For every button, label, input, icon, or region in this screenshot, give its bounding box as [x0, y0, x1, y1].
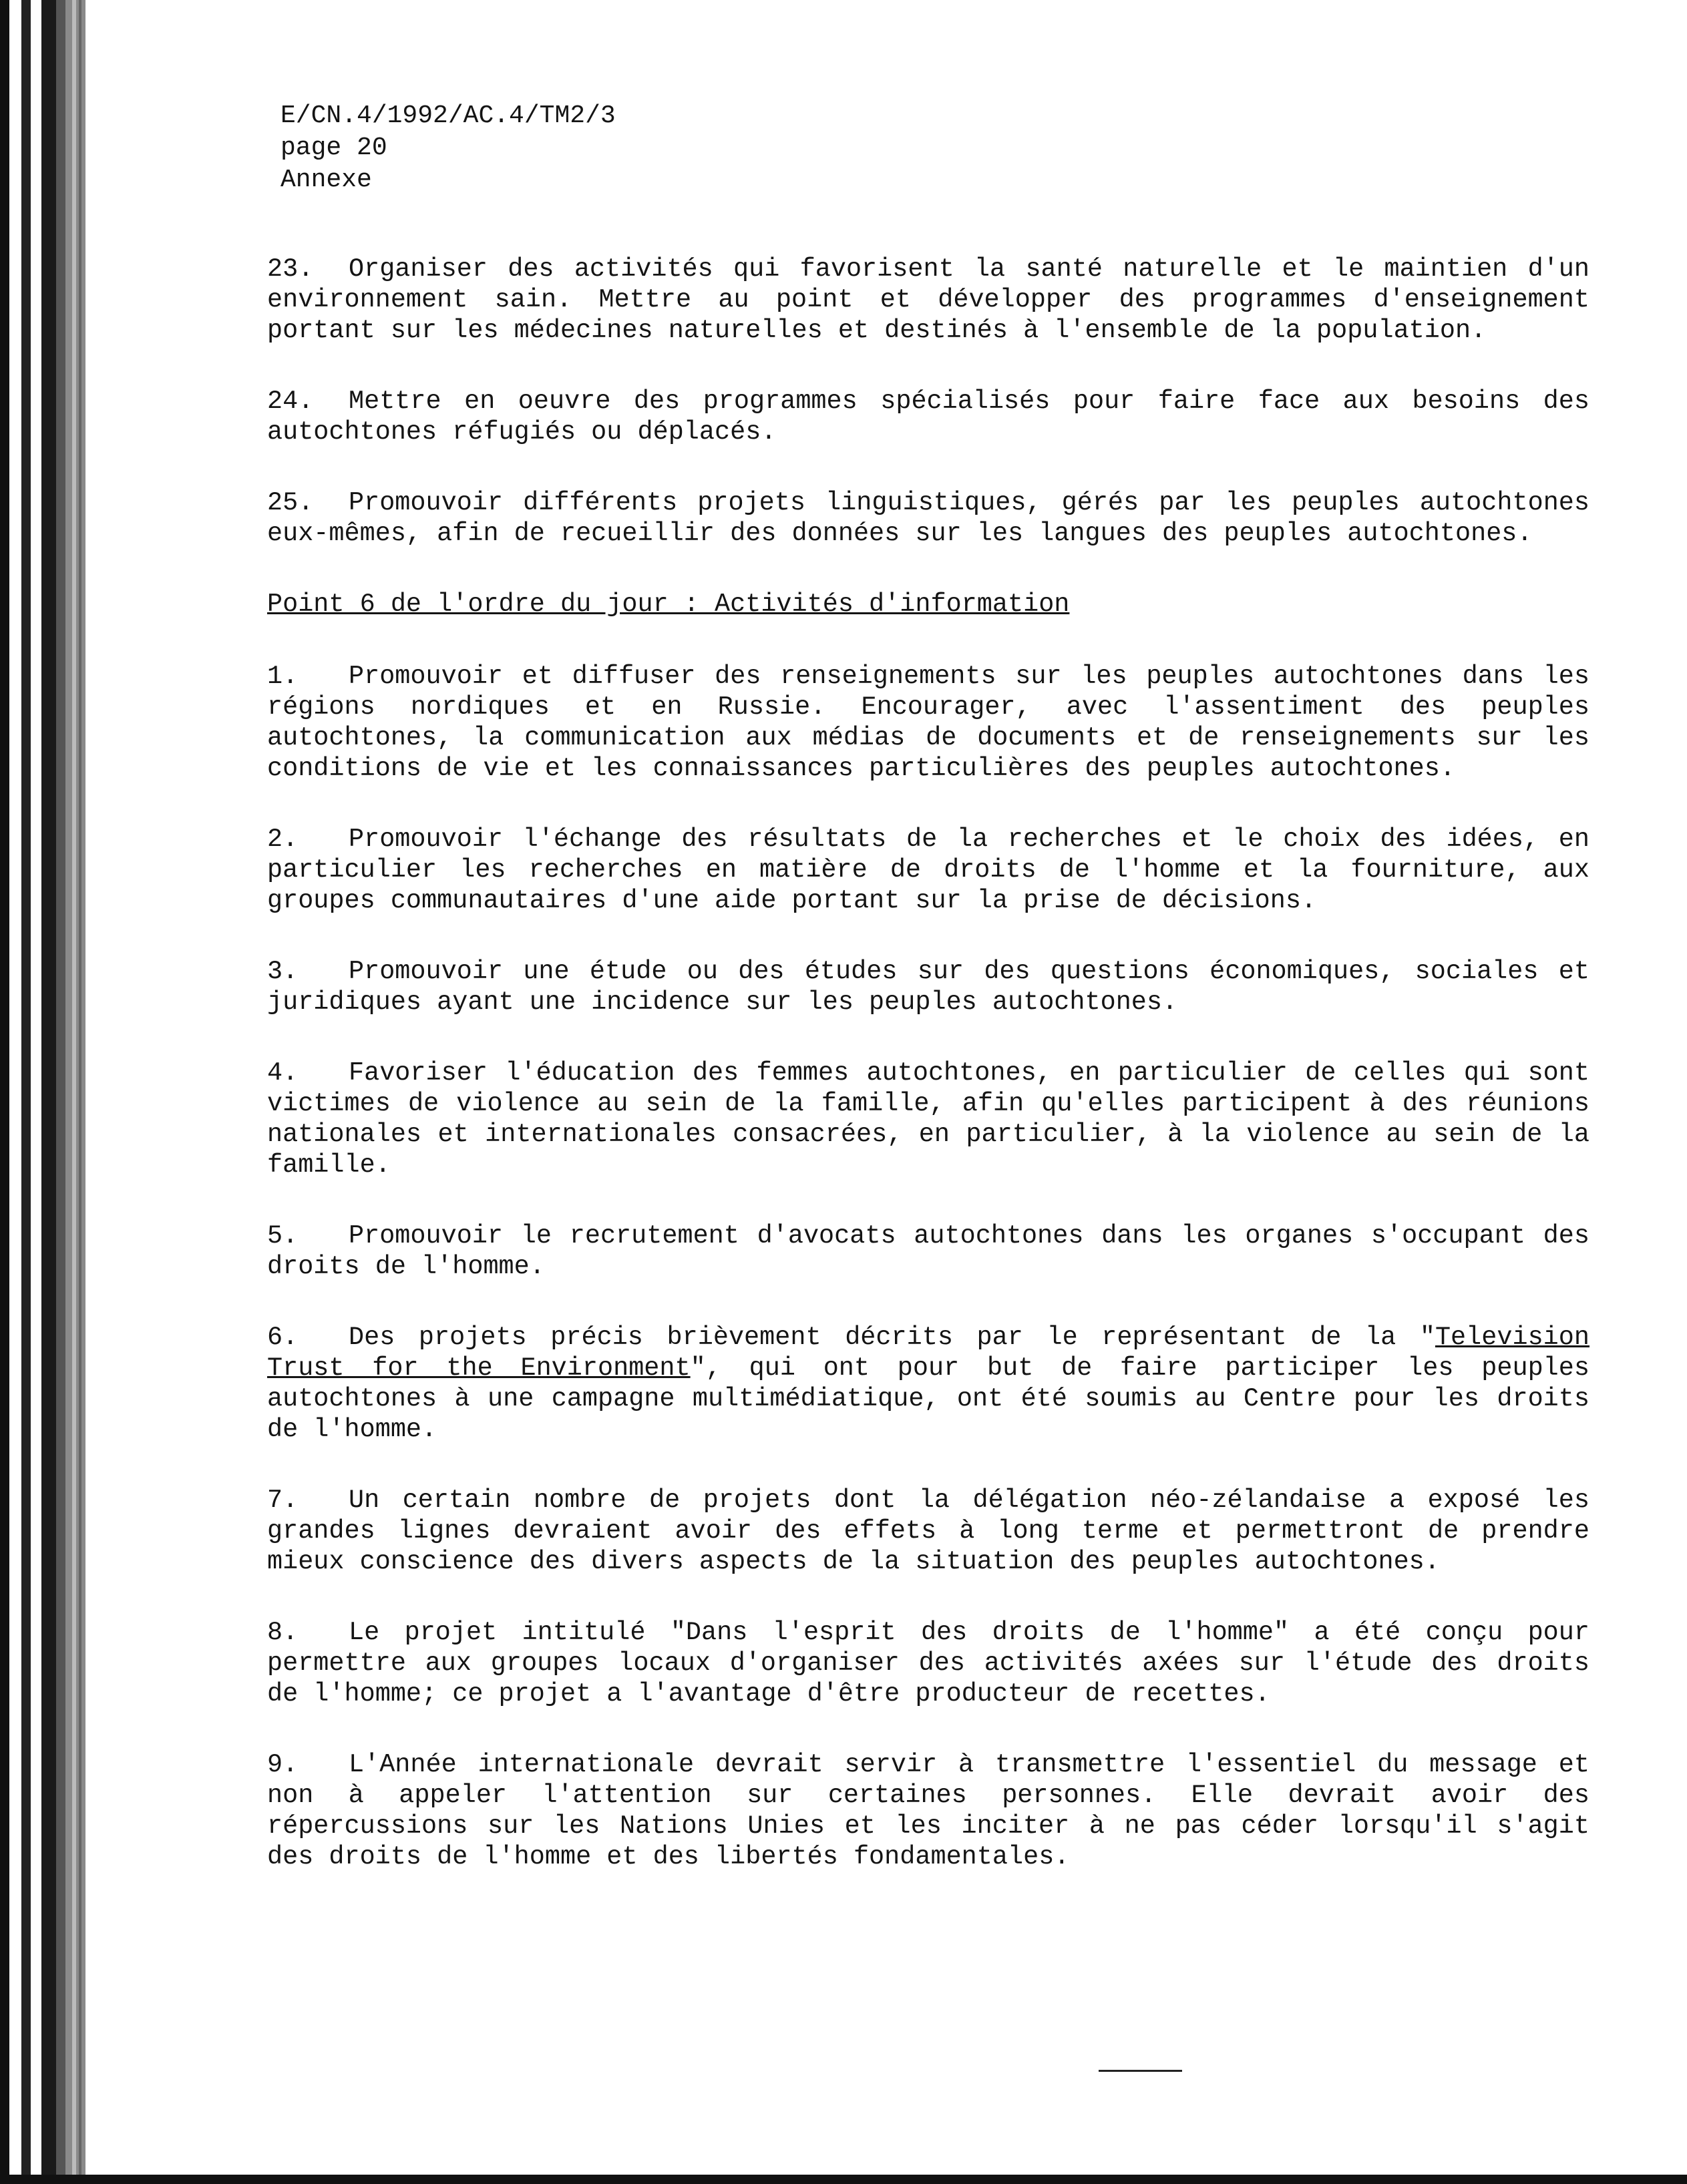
paragraph-number: 4.: [267, 1058, 299, 1088]
organization-title: Television Trust for the Environment: [267, 1323, 1589, 1383]
paragraph-3: [267, 956, 1589, 1018]
paragraph-text: Promouvoir différents projets linguistiques, gérés par les peuples autochtones eux-mêmes, afin de recueillir des données sur les langues des peuples autochtones.: [267, 488, 1589, 548]
document-body: [267, 254, 1589, 1912]
document-header: [280, 100, 616, 196]
paragraph-number: 3.: [267, 957, 299, 986]
paragraph-number: 1.: [267, 662, 299, 691]
paragraph-6: [267, 1322, 1589, 1445]
paragraph-number: 6.: [267, 1323, 299, 1352]
end-of-document-rule: [1099, 2070, 1182, 2072]
paragraph-text: Favoriser l'éducation des femmes autochtones, en particulier de celles qui sont victimes de violence au sein de la famille, afin qu'elles participent à des réunions nationales et internationales consacrées, en particulier, à la violence au sein de la famille.: [267, 1058, 1589, 1180]
scan-edge-artifact: [0, 0, 87, 2184]
paragraph-text: Mettre en oeuvre des programmes spécialisés pour faire face aux besoins des autochtones réfugiés ou déplacés.: [267, 387, 1589, 447]
paragraph-text: Promouvoir le recrutement d'avocats autochtones dans les organes s'occupant des droits de l'homme.: [267, 1221, 1589, 1281]
paragraph-2: [267, 824, 1589, 916]
paragraph-text: Le projet intitulé "Dans l'esprit des droits de l'homme" a été conçu pour permettre aux groupes locaux d'organiser des activités axées sur l'étude des droits de l'homme; ce projet a l'avantage d'être producteur de recettes.: [267, 1618, 1589, 1709]
paragraph-23: [267, 254, 1589, 346]
annex-label: Annexe: [280, 166, 372, 194]
paragraph-9: [267, 1749, 1589, 1872]
paragraph-number: 25.: [267, 488, 314, 517]
paragraph-number: 5.: [267, 1221, 299, 1251]
paragraph-text: Promouvoir et diffuser des renseignements sur les peuples autochtones dans les régions nordiques et en Russie. Encourager, avec l'assentiment des peuples autochtones, la communication aux médias de documents et de renseignements sur les conditions de vie et les connaissances particulières des peuples autochtones.: [267, 662, 1589, 783]
paragraph-text-after: ", qui ont pour but de faire participer les peuples autochtones à une campagne multimédiatique, ont été soumis au Centre pour les droits de l'homme.: [267, 1353, 1589, 1444]
paragraph-number: 8.: [267, 1618, 299, 1647]
paragraph-number: 7.: [267, 1486, 299, 1515]
paragraph-7: [267, 1485, 1589, 1577]
paragraph-4: [267, 1058, 1589, 1180]
paragraph-24: [267, 386, 1589, 447]
paragraph-number: 23.: [267, 254, 314, 284]
paragraph-text: Promouvoir l'échange des résultats de la recherches et le choix des idées, en particulier les recherches en matière de droits de l'homme et la fourniture, aux groupes communautaires d'une aide portant sur la prise de décisions.: [267, 825, 1589, 915]
paragraph-text: L'Année internationale devrait servir à transmettre l'essentiel du message et non à appeler l'attention sur certaines personnes. Elle devrait avoir des répercussions sur les Nations Unies et les inciter à ne pas céder lorsqu'il s'agit des droits de l'homme et des libertés fondamentales.: [267, 1750, 1589, 1872]
paragraph-text: Un certain nombre de projets dont la délégation néo-zélandaise a exposé les grandes lignes devraient avoir des effets à long terme et permettront de prendre mieux conscience des divers aspects de la situation des peuples autochtones.: [267, 1486, 1589, 1576]
paragraph-25: [267, 487, 1589, 549]
paragraph-number: 24.: [267, 387, 314, 416]
paragraph-text-before: Des projets précis brièvement décrits par le représentant de la ": [349, 1323, 1435, 1352]
page-number: page 20: [280, 134, 387, 162]
paragraph-text: Promouvoir une étude ou des études sur des questions économiques, sociales et juridiques ayant une incidence sur les peuples autochtones.: [267, 957, 1589, 1017]
document-symbol: E/CN.4/1992/AC.4/TM2/3: [280, 101, 616, 130]
paragraph-8: [267, 1617, 1589, 1709]
paragraph-number: 2.: [267, 825, 299, 854]
section-heading: Point 6 de l'ordre du jour : Activités d'information: [267, 590, 1070, 619]
paragraph-5: [267, 1221, 1589, 1282]
paragraph-number: 9.: [267, 1750, 299, 1779]
paragraph-text: Organiser des activités qui favorisent la santé naturelle et le maintien d'un environnement sain. Mettre au point et développer des programmes d'enseignement portant sur les médecines naturelles et destinés à l'ensemble de la population.: [267, 254, 1589, 345]
paragraph-1: [267, 661, 1589, 784]
scan-bottom-edge: [0, 2175, 1687, 2184]
